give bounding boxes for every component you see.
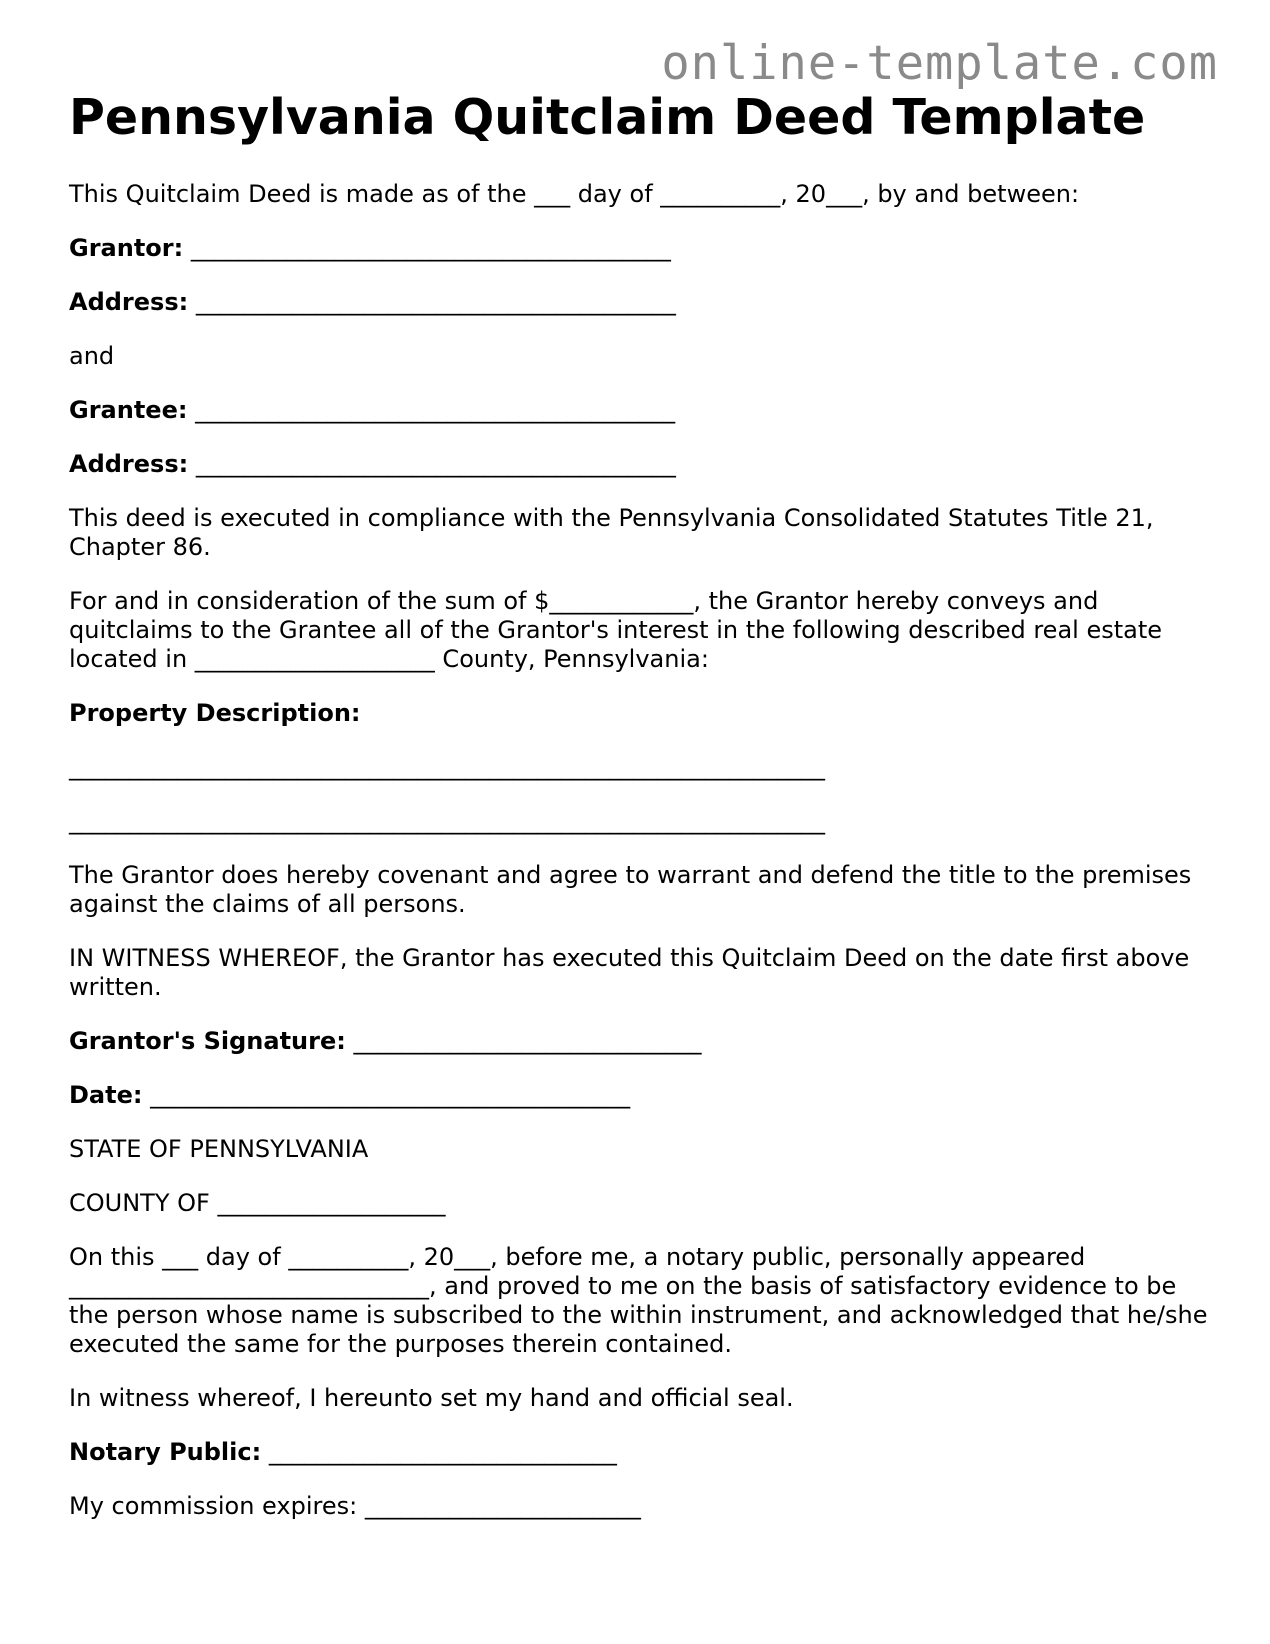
witness-paragraph: IN WITNESS WHEREOF, the Grantor has executed this Quitclaim Deed on the date first above written. [69,944,1190,1001]
grantor-signature-field [69,1027,1209,1056]
seal-statement: In witness whereof, I hereunto set my hand and official seal. [69,1384,794,1412]
date-label: Date: [69,1081,143,1109]
watermark: online-template.com [661,36,1218,91]
grantor-label: Grantor: [69,234,184,262]
property-description-label: Property Description: [69,699,361,727]
notary-public-field [69,1438,1209,1467]
page-title: Pennsylvania Quitclaim Deed Template [69,89,1146,146]
notary-public-blank: _____________________________ [268,1438,617,1466]
grantor-address-label: Address: [69,288,189,316]
covenant-paragraph: The Grantor does hereby covenant and agree to warrant and defend the title to the premises against the claims of all persons. [69,861,1192,918]
grantor-signature-blank: _____________________________ [353,1027,702,1055]
date-field [69,1081,1209,1110]
commission-line: My commission expires: _______________________ [69,1492,641,1520]
notary-public-label: Notary Public: [69,1438,262,1466]
grantor-address-field [69,288,1209,317]
county-line: COUNTY OF ___________________ [69,1189,446,1217]
grantee-address-field [69,450,1209,479]
notary-statement: On this ___ day of __________, 20___, before me, a notary public, personally appeared ______________________________, and proved to me on the basis of satisfactory evidence to be the person whose name is subscribed to the within instrument, and acknowledged that he/she executed the same for the purposes therein contained. [69,1243,1208,1358]
document-page [69,86,1209,1546]
grantee-address-label: Address: [69,450,189,478]
grantor-address-blank: ________________________________________ [195,288,676,316]
grantee-address-blank: ________________________________________ [195,450,676,478]
compliance-paragraph: This deed is executed in compliance with the Pennsylvania Consolidated Statutes Title 21, Chapter 86. [69,504,1154,561]
state-line: STATE OF PENNSYLVANIA [69,1135,369,1163]
grantee-label: Grantee: [69,396,188,424]
grantee-blank: ________________________________________ [195,396,676,424]
intro-paragraph: This Quitclaim Deed is made as of the ___ day of __________, 20___, by and between: [69,180,1080,208]
grantor-blank: ________________________________________ [190,234,671,262]
and-text: and [69,342,115,370]
property-description-line-1: _______________________________________________________________ [69,753,825,781]
grantee-field [69,396,1209,425]
consideration-paragraph: For and in consideration of the sum of $____________, the Grantor hereby conveys and quitclaims to the Grantee all of the Grantor's interest in the following described real estate located in ____________________ County, Pennsylvania: [69,587,1163,673]
grantor-signature-label: Grantor's Signature: [69,1027,346,1055]
grantor-field [69,234,1209,263]
property-description-line-2: _______________________________________________________________ [69,807,825,835]
date-blank: ________________________________________ [150,1081,631,1109]
